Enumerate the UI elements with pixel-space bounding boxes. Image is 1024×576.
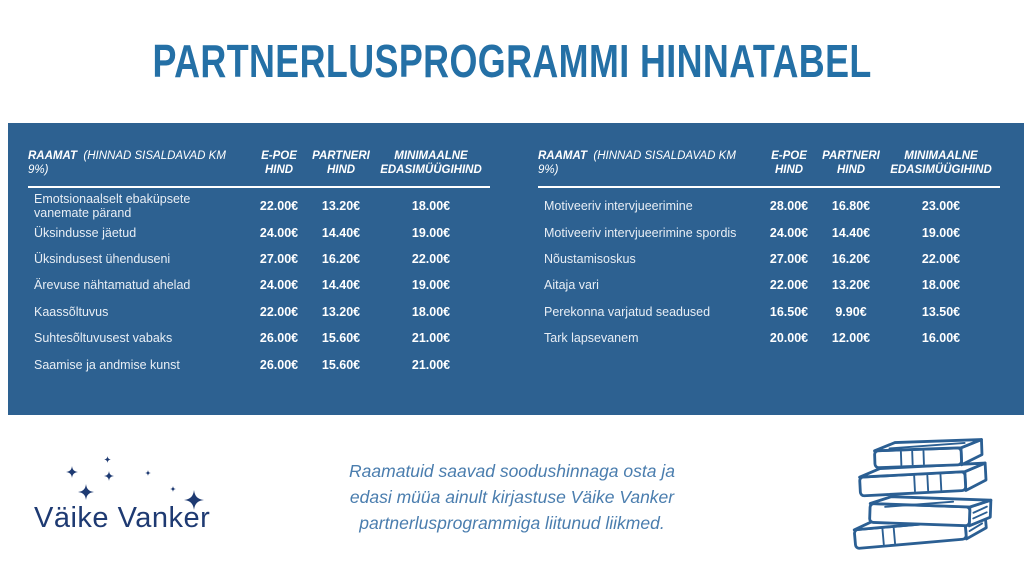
table-row <box>28 325 490 351</box>
book-title-cell: Üksindusse jäetud <box>34 225 137 240</box>
table-header <box>538 149 1000 188</box>
publisher-logo <box>34 448 224 540</box>
table-row <box>28 299 490 325</box>
minimal-price-cell: 22.00€ <box>921 251 961 266</box>
minimal-price-cell: 19.00€ <box>411 278 451 293</box>
book-title-cell: Üksindusest ühenduseni <box>34 251 171 266</box>
minimal-price-cell: 18.00€ <box>921 278 961 293</box>
epoe-price-cell: 24.00€ <box>259 225 299 240</box>
partner-price-cell: 12.00€ <box>831 331 871 346</box>
epoe-price-cell: 22.00€ <box>259 304 299 319</box>
partner-column-header: PARTNERI HIND <box>312 150 370 176</box>
minimal-price-cell: 21.00€ <box>411 331 451 346</box>
partner-price-cell: 15.60€ <box>321 331 361 346</box>
partner-price-cell: 14.40€ <box>831 225 871 240</box>
minimal-column-header: MINIMAALNE EDASIMÜÜGIHIND <box>890 150 992 176</box>
program-note <box>342 458 682 536</box>
minimal-price-cell: 21.00€ <box>411 357 451 372</box>
raamat-label: RAAMAT <box>28 150 77 162</box>
page-title-wrap <box>0 34 1024 88</box>
book-title-cell: Tark lapsevanem <box>544 331 639 346</box>
table-row <box>28 219 490 245</box>
epoe-column-header: E-POE HIND <box>771 150 807 176</box>
minimal-price-cell: 23.00€ <box>921 199 961 214</box>
book-title-cell: Ärevuse nähtamatud ahelad <box>34 278 191 293</box>
logo-text: Väike Vanker <box>34 502 211 534</box>
minimal-price-cell: 13.50€ <box>921 304 961 319</box>
table-row <box>538 219 1000 245</box>
partner-price-cell: 16.80€ <box>831 199 871 214</box>
book-title-cell: Aitaja vari <box>544 278 599 293</box>
book-title-cell: Motiveeriv intervjueerimine spordis <box>544 225 737 240</box>
partner-price-cell: 9.90€ <box>835 304 867 319</box>
table-row <box>28 193 490 219</box>
minimal-price-cell: 19.00€ <box>921 225 961 240</box>
book-title-cell: Saamise ja andmise kunst <box>34 357 180 372</box>
page-title: PARTNERLUSPROGRAMMI HINNATABEL <box>152 35 872 87</box>
table-row <box>538 193 1000 219</box>
epoe-price-cell: 24.00€ <box>259 278 299 293</box>
raamat-label: RAAMAT <box>538 150 587 162</box>
note-line: edasi müüa ainult kirjastuse Väike Vanker <box>349 487 675 507</box>
minimal-price-cell: 16.00€ <box>921 331 961 346</box>
book-title-cell: Perekonna varjatud seadused <box>544 304 711 319</box>
book-column-header <box>538 149 758 177</box>
partner-price-cell: 13.20€ <box>321 199 361 214</box>
minimal-column-header: MINIMAALNE EDASIMÜÜGIHIND <box>380 150 482 176</box>
epoe-price-cell: 16.50€ <box>769 304 809 319</box>
book-title-cell: Nõustamisoskus <box>544 251 636 266</box>
table-body-right <box>538 193 1000 351</box>
partner-price-cell: 14.40€ <box>321 278 361 293</box>
partner-price-cell: 14.40€ <box>321 225 361 240</box>
partner-price-cell: 13.20€ <box>321 304 361 319</box>
note-line: Raamatuid saavad soodushinnaga osta ja <box>349 461 675 481</box>
note-line: partnerlusprogrammiga liitunud liikmed. <box>359 513 665 533</box>
partner-price-cell: 16.20€ <box>831 251 871 266</box>
partner-column-header: PARTNERI HIND <box>822 150 880 176</box>
epoe-price-cell: 27.00€ <box>769 251 809 266</box>
table-body-left <box>28 193 490 378</box>
epoe-price-cell: 22.00€ <box>769 278 809 293</box>
book-title-cell: Suhtesõltuvusest vabaks <box>34 331 173 346</box>
partner-price-cell: 13.20€ <box>831 278 871 293</box>
minimal-price-cell: 18.00€ <box>411 199 451 214</box>
table-row <box>538 299 1000 325</box>
epoe-price-cell: 27.00€ <box>259 251 299 266</box>
epoe-price-cell: 22.00€ <box>259 199 299 214</box>
table-header <box>28 149 490 188</box>
pricing-table-right <box>538 149 1000 415</box>
books-stack-icon <box>846 430 1006 562</box>
partner-price-cell: 15.60€ <box>321 357 361 372</box>
table-row <box>28 272 490 298</box>
minimal-price-cell: 19.00€ <box>411 225 451 240</box>
minimal-price-cell: 22.00€ <box>411 251 451 266</box>
epoe-price-cell: 26.00€ <box>259 357 299 372</box>
pricing-panel <box>8 123 1024 415</box>
epoe-price-cell: 20.00€ <box>769 331 809 346</box>
pricing-table-left <box>28 149 490 415</box>
table-row <box>538 246 1000 272</box>
table-row <box>538 272 1000 298</box>
vat-note-text: (HINNAD SISALDAVAD KM 9%) <box>28 150 226 176</box>
book-title-cell: Motiveeriv intervjueerimine <box>544 199 693 214</box>
epoe-price-cell: 26.00€ <box>259 331 299 346</box>
epoe-price-cell: 24.00€ <box>769 225 809 240</box>
table-row <box>28 246 490 272</box>
book-title-cell: Kaassõltuvus <box>34 304 109 319</box>
minimal-price-cell: 18.00€ <box>411 304 451 319</box>
vat-note-text: (HINNAD SISALDAVAD KM 9%) <box>538 150 736 176</box>
book-title-cell: Emotsionaalselt ebaküpsete vanemate pärand <box>34 192 191 221</box>
book-column-header <box>28 149 248 177</box>
table-row <box>538 325 1000 351</box>
table-row <box>28 351 490 377</box>
partner-price-cell: 16.20€ <box>321 251 361 266</box>
epoe-column-header: E-POE HIND <box>261 150 297 176</box>
epoe-price-cell: 28.00€ <box>769 199 809 214</box>
